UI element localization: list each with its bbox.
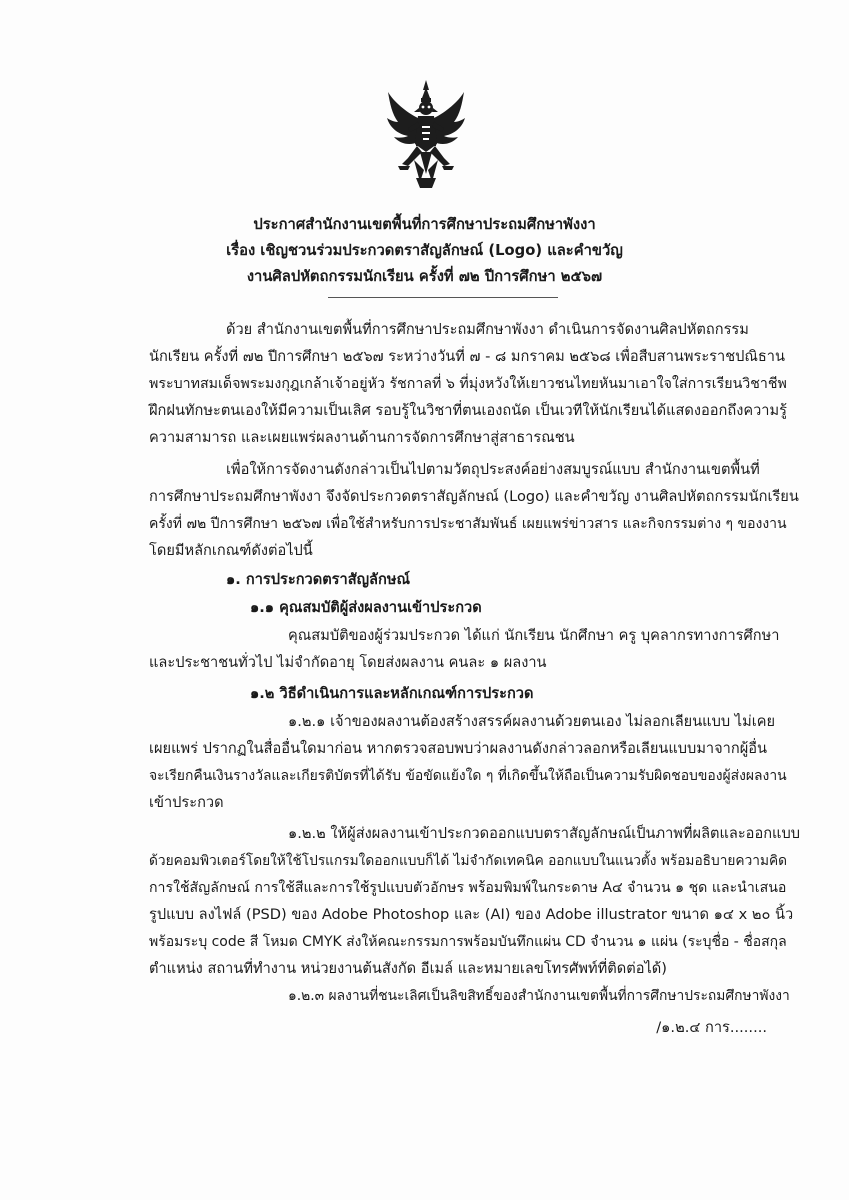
intro-p1-line-3: พระบาทสมเด็จพระมงกุฎเกล้าเจ้าอยู่หัว รัชกาลที่ ๖ ที่มุ่งหวังให้เยาวชนไทยหันมาเอาใจใส่การเรียนวิชาชีพ [149, 376, 787, 392]
document-heading [0, 212, 849, 290]
heading-line-2: เรื่อง เชิญชวนร่วมประกวดตราสัญลักษณ์ (Logo) และคำขวัญ [226, 242, 623, 259]
intro-p2-line-4: โดยมีหลักเกณฑ์ดังต่อไปนี้ [149, 542, 313, 559]
item-1-2-1-line-1: ๑.๒.๑ เจ้าของผลงานต้องสร้างสรรค์ผลงานด้วยตนเอง ไม่ลอกเลียนแบบ ไม่เคย [288, 713, 776, 730]
intro-p1-line-5: ความสามารถ และเผยแพร่ผลงานด้านการจัดการศึกษาสู่สาธารณชน [149, 429, 575, 446]
item-1-2-2-line-4: รูปแบบ ลงไฟล์ (PSD) ของ Adobe Photoshop และ (AI) ของ Adobe illustrator ขนาด ๑๔ x ๒๐ นิ้ว [149, 906, 794, 923]
intro-p1-line-1: ด้วย สำนักงานเขตพื้นที่การศึกษาประถมศึกษาพังงา ดำเนินการจัดงานศิลปหัตถกรรม [226, 321, 749, 338]
heading-line-3: งานศิลปหัตถกรรมนักเรียน ครั้งที่ ๗๒ ปีการศึกษา ๒๕๖๗ [246, 268, 603, 285]
section-1-1-body-line-2: และประชาชนทั่วไป ไม่จำกัดอายุ โดยส่งผลงาน คนละ ๑ ผลงาน [149, 654, 547, 671]
heading-divider [328, 297, 558, 298]
section-1-title: ๑. การประกวดตราสัญลักษณ์ [226, 571, 410, 588]
item-1-2-2-line-3: การใช้สัญลักษณ์ การใช้สีและการใช้รูปแบบตัวอักษร พร้อมพิมพ์ในกระดาษ A๔ จำนวน ๑ ชุด และนำเสนอ [149, 880, 787, 896]
section-1-1-title: ๑.๑ คุณสมบัติผู้ส่งผลงานเข้าประกวด [250, 599, 482, 616]
section-1-2-title: ๑.๒ วิธีดำเนินการและหลักเกณฑ์การประกวด [250, 685, 534, 702]
intro-p1-line-2: นักเรียน ครั้งที่ ๗๒ ปีการศึกษา ๒๕๖๗ ระหว่างวันที่ ๗ - ๘ มกราคม ๒๕๖๘ เพื่อสืบสานพระราชปณิธาน [149, 348, 785, 365]
intro-p2-line-3: ครั้งที่ ๗๒ ปีการศึกษา ๒๕๖๗ เพื่อใช้สำหรับการประชาสัมพันธ์ เผยแพร่ข่าวสาร และกิจกรรมต่าง ๆ ของงาน [149, 516, 787, 532]
item-1-2-2-line-1: ๑.๒.๒ ให้ผู้ส่งผลงานเข้าประกวดออกแบบตราสัญลักษณ์เป็นภาพที่ผลิตและออกแบบ [288, 825, 800, 842]
item-1-2-3: ๑.๒.๓ ผลงานที่ชนะเลิศเป็นลิขสิทธิ์ของสำนักงานเขตพื้นที่การศึกษาประถมศึกษาพังงา [288, 988, 790, 1004]
continued-page-marker: /๑.๒.๔ การ........ [656, 1019, 767, 1036]
garuda-emblem-icon [384, 78, 468, 190]
intro-p2-line-2: การศึกษาประถมศึกษาพังงา จึงจัดประกวดตราสัญลักษณ์ (Logo) และคำขวัญ งานศิลปหัตถกรรมนักเรียน [149, 488, 799, 505]
item-1-2-2-line-6: ตำแหน่ง สถานที่ทำงาน หน่วยงานต้นสังกัด อีเมล์ และหมายเลขโทรศัพท์ที่ติดต่อได้) [149, 960, 667, 977]
section-1-1-body-line-1: คุณสมบัติของผู้ร่วมประกวด ได้แก่ นักเรียน นักศึกษา ครู บุคลากรทางการศึกษา [288, 627, 780, 644]
item-1-2-2-line-5: พร้อมระบุ code สี โหมด CMYK ส่งให้คณะกรรมการพร้อมบันทึกแผ่น CD จำนวน ๑ แผ่น (ระบุชื่อ - ชื่อสกุล [149, 934, 787, 950]
heading-line-1: ประกาศสำนักงานเขตพื้นที่การศึกษาประถมศึกษาพังงา [253, 216, 596, 233]
intro-p2-line-1: เพื่อให้การจัดงานดังกล่าวเป็นไปตามวัตถุประสงค์อย่างสมบูรณ์แบบ สำนักงานเขตพื้นที่ [226, 461, 760, 478]
item-1-2-1-line-2: เผยแพร่ ปรากฏในสื่ออื่นใดมาก่อน หากตรวจสอบพบว่าผลงานดังกล่าวลอกหรือเลียนแบบมาจากผู้อื่น [149, 740, 768, 757]
item-1-2-1-line-4: เข้าประกวด [149, 794, 224, 811]
item-1-2-2-line-2: ด้วยคอมพิวเตอร์โดยให้ใช้โปรแกรมใดออกแบบก็ได้ ไม่จำกัดเทคนิค ออกแบบในแนวตั้ง พร้อมอธิบายความคิด [149, 853, 788, 869]
item-1-2-1-line-3: จะเรียกคืนเงินรางวัลและเกียรติบัตรที่ได้รับ ข้อขัดแย้งใด ๆ ที่เกิดขึ้นให้ถือเป็นความรับผิดชอบของผู้ส่งผลงาน [149, 768, 787, 784]
intro-p1-line-4: ฝึกฝนทักษะตนเองให้มีความเป็นเลิศ รอบรู้ในวิชาที่ตนเองถนัด เป็นเวทีให้นักเรียนได้แสดงออกถึงความรู้ [149, 402, 787, 419]
